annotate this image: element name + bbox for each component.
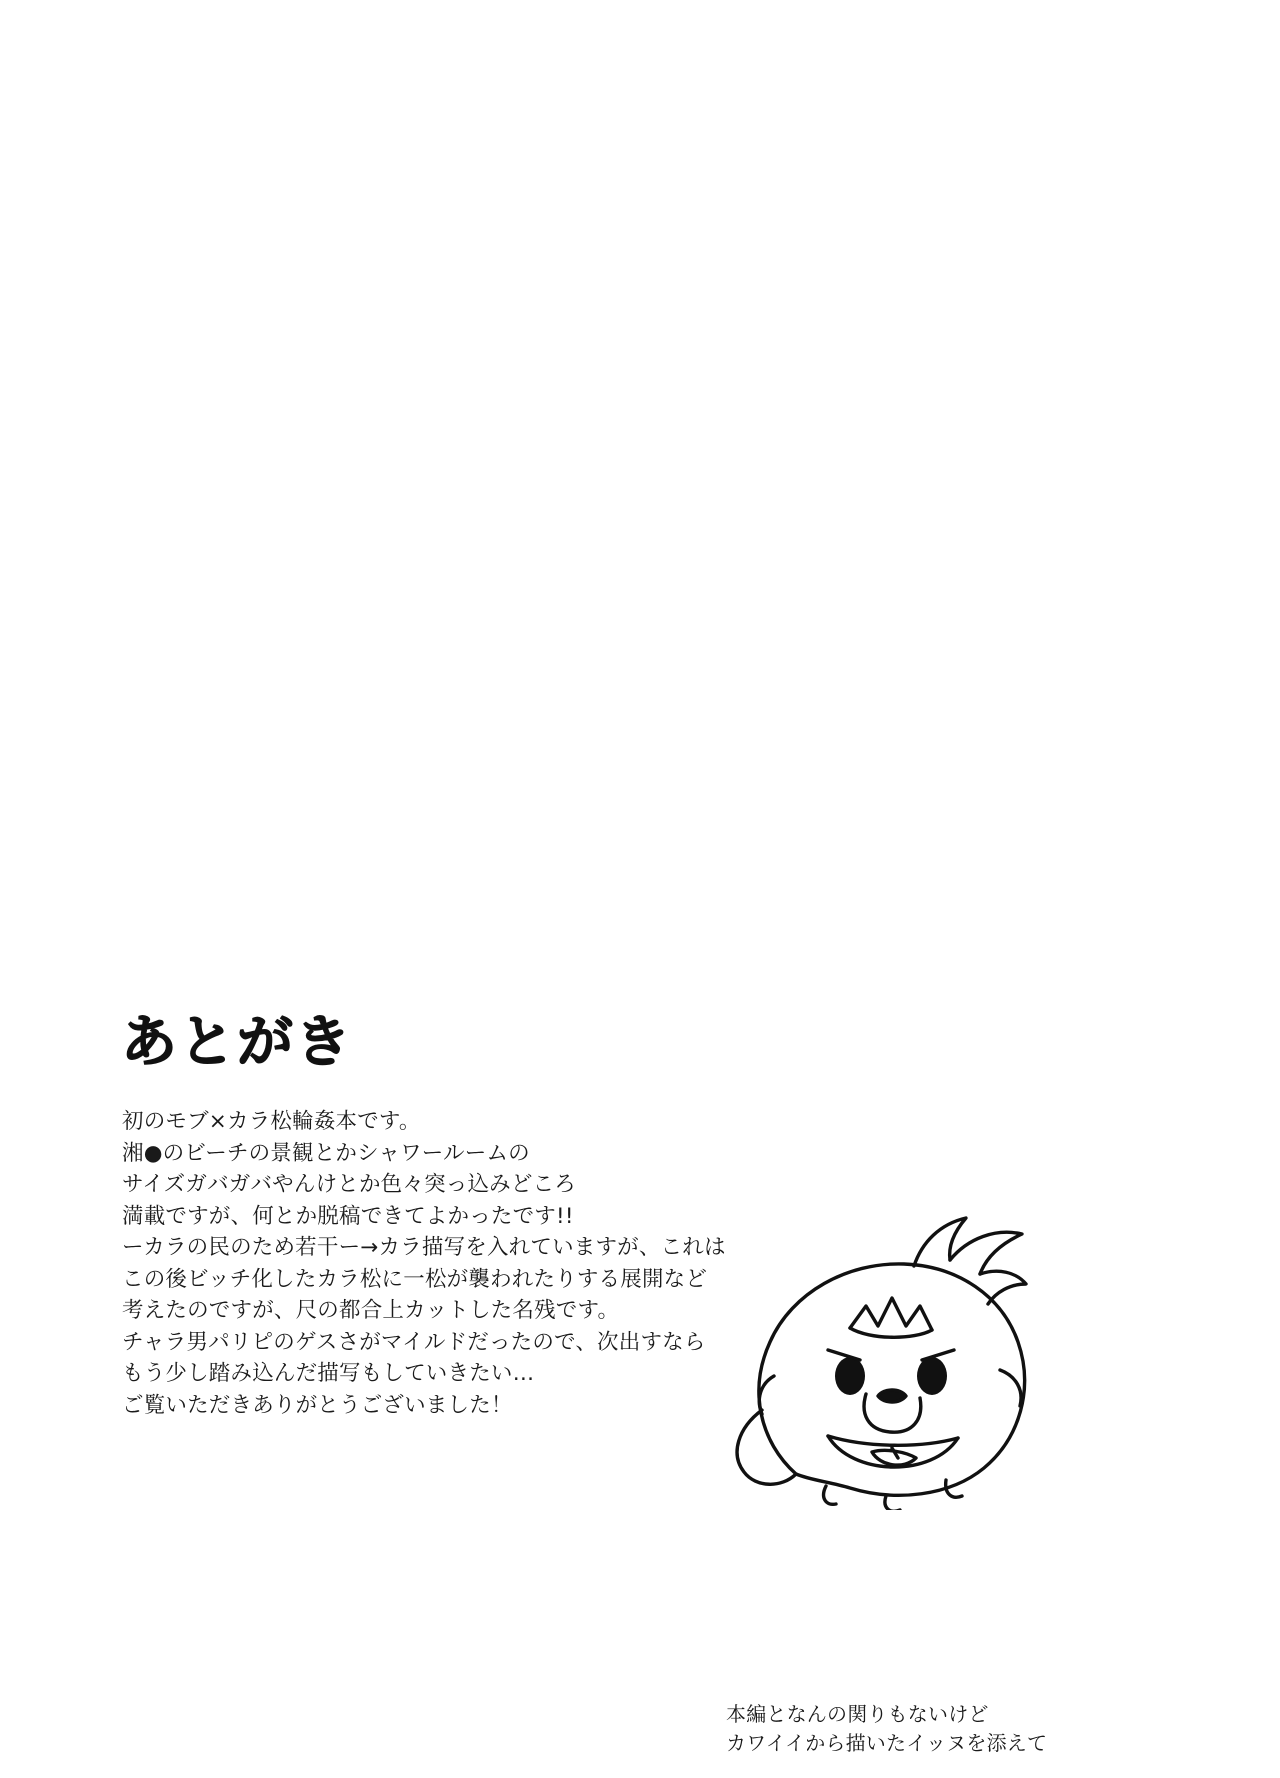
afterword-line: チャラ男パリピのゲスさがマイルドだったので、次出すなら — [122, 1329, 706, 1355]
dog-illustration-icon — [700, 1180, 1060, 1510]
caption-line: 本編となんの関りもないけど — [726, 1702, 989, 1726]
dog-illustration — [700, 1180, 1060, 1510]
afterword-line: ご覧いただきありがとうございました！ — [122, 1392, 513, 1418]
illustration-caption — [726, 1700, 1047, 1758]
afterword-line: この後ビッチ化したカラ松に一松が襲われたりする展開など — [122, 1266, 708, 1292]
afterword-line: ーカラの民のため若干ー→カラ描写を入れていますが、これは — [122, 1235, 726, 1260]
afterword-line: 考えたのですが、尺の都合上カットした名残です。 — [122, 1298, 620, 1323]
afterword-heading: あとがき — [121, 1010, 353, 1075]
afterword-line: 初のモブ×カラ松輪姦本です。 — [122, 1109, 421, 1134]
afterword-line: もう少し踏み込んだ描写もしていきたい… — [122, 1361, 535, 1386]
afterword-line: 満載ですが、何とか脱稿できてよかったです!! — [122, 1203, 574, 1229]
afterword-line: サイズガバガバやんけとか色々突っ込みどころ — [122, 1172, 576, 1197]
caption-line: カワイイから描いたイッヌを添えて — [726, 1731, 1048, 1755]
afterword-line: 湘●のビーチの景観とかシャワールームの — [122, 1140, 530, 1166]
